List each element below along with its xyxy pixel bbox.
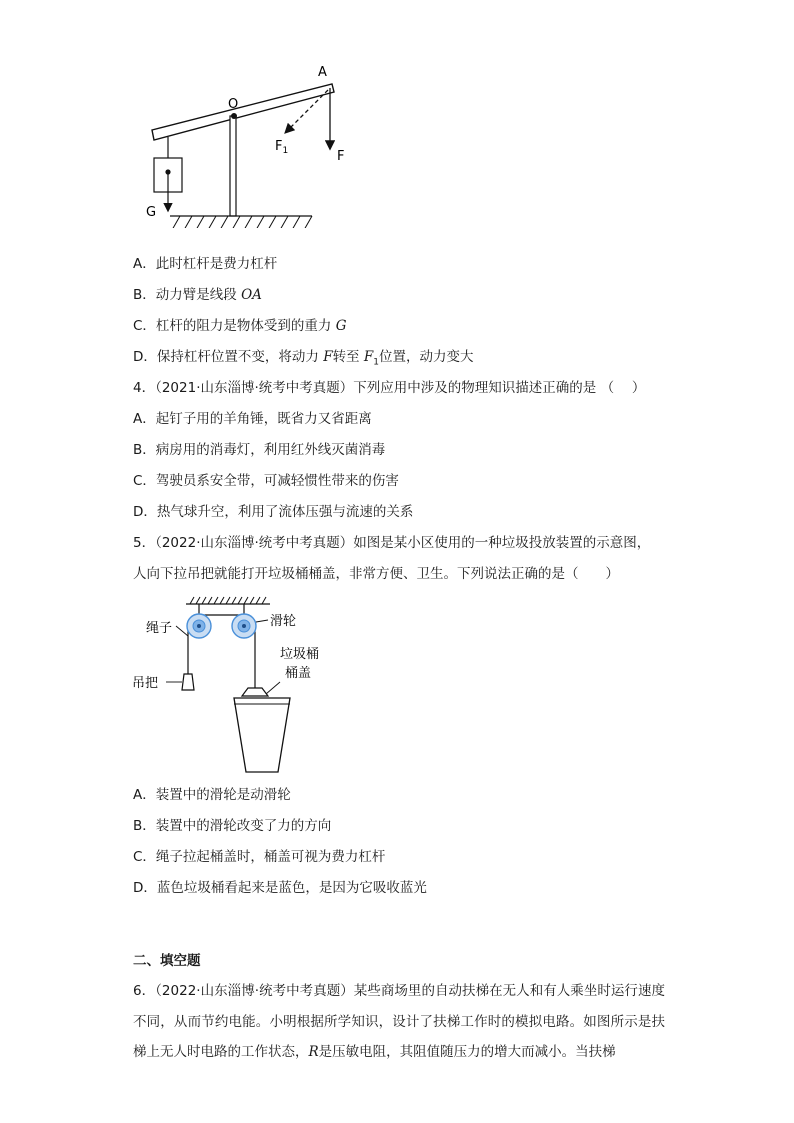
label-pulley: 滑轮 <box>270 614 297 629</box>
label-F: F <box>337 149 345 164</box>
q5-stem-line1: 5．（2022·山东淄博·统考中考真题）如图是某小区使用的一种垃圾投放装置的示意图， <box>133 535 651 551</box>
rope-leader <box>176 626 188 636</box>
pulley-leader <box>256 620 268 622</box>
handle <box>182 674 194 690</box>
q5-option-b: B．装置中的滑轮改变了力的方向 <box>133 818 332 834</box>
section-title-fill-in: 二、填空题 <box>133 953 201 969</box>
q5-stem-line2: 人向下拉吊把就能打开垃圾桶桶盖，非常方便、卫生。下列说法正确的是（ ） <box>133 566 619 582</box>
right-pulley <box>232 614 256 638</box>
label-O: O <box>228 97 239 112</box>
q3-option-a: A．此时杠杆是费力杠杆 <box>133 256 278 272</box>
q5-option-d: D．蓝色垃圾桶看起来是蓝色，是因为它吸收蓝光 <box>133 880 427 896</box>
q4-option-d: D．热气球升空，利用了流体压强与流速的关系 <box>133 504 414 520</box>
label-F1: $F_1$ <box>275 139 289 156</box>
q6-text: 6．（2022·山东淄博·统考中考真题）某些商场里的自动扶梯在无人和有人乘坐时运行速度不同，从而节约电能。小明根据所学知识，设计了扶梯工作时的模拟电路。如图所示是扶梯上无人时电路的工作状态，R是压敏电阻，其阻值随压力的增大而减小。当扶梯 <box>133 983 665 1060</box>
trash-bin <box>234 698 290 772</box>
bin-lid-knob <box>242 688 268 696</box>
q3-option-c: C．杠杆的阻力是物体受到的重力 G <box>133 318 347 334</box>
ceiling-hatching <box>190 597 266 604</box>
q4-option-a: A．起钉子用的羊角锤，既省力又省距离 <box>133 411 372 427</box>
q4-option-c: C．驾驶员系安全带，可减轻惯性带来的伤害 <box>133 473 399 489</box>
q3-option-d: D．保持杠杆位置不变，将动力 F转至 $F_1$位置，动力变大 <box>133 349 474 368</box>
pulley-figure <box>130 590 350 780</box>
lid-leader <box>266 682 280 694</box>
lever-figure <box>140 58 360 228</box>
pivot-post <box>230 116 236 216</box>
label-A: A <box>318 65 327 80</box>
label-lid-line2: 桶盖 <box>285 666 312 681</box>
q5-option-c: C．绳子拉起桶盖时，桶盖可视为费力杠杆 <box>133 849 386 865</box>
pivot-point <box>231 113 237 119</box>
label-rope: 绳子 <box>146 621 173 636</box>
label-G: G <box>146 205 157 220</box>
q5-option-a: A．装置中的滑轮是动滑轮 <box>133 787 291 803</box>
q4-stem: 4．（2021·山东淄博·统考中考真题）下列应用中涉及的物理知识描述正确的是 （ ） <box>133 380 646 396</box>
label-handle: 吊把 <box>132 676 159 691</box>
q3-option-b: B．动力臂是线段 OA <box>133 287 262 303</box>
label-lid-line1: 垃圾桶 <box>280 647 320 662</box>
q4-option-b: B．病房用的消毒灯，利用红外线灭菌消毒 <box>133 442 386 458</box>
left-pulley <box>187 614 211 638</box>
ground-hatching <box>172 216 312 228</box>
